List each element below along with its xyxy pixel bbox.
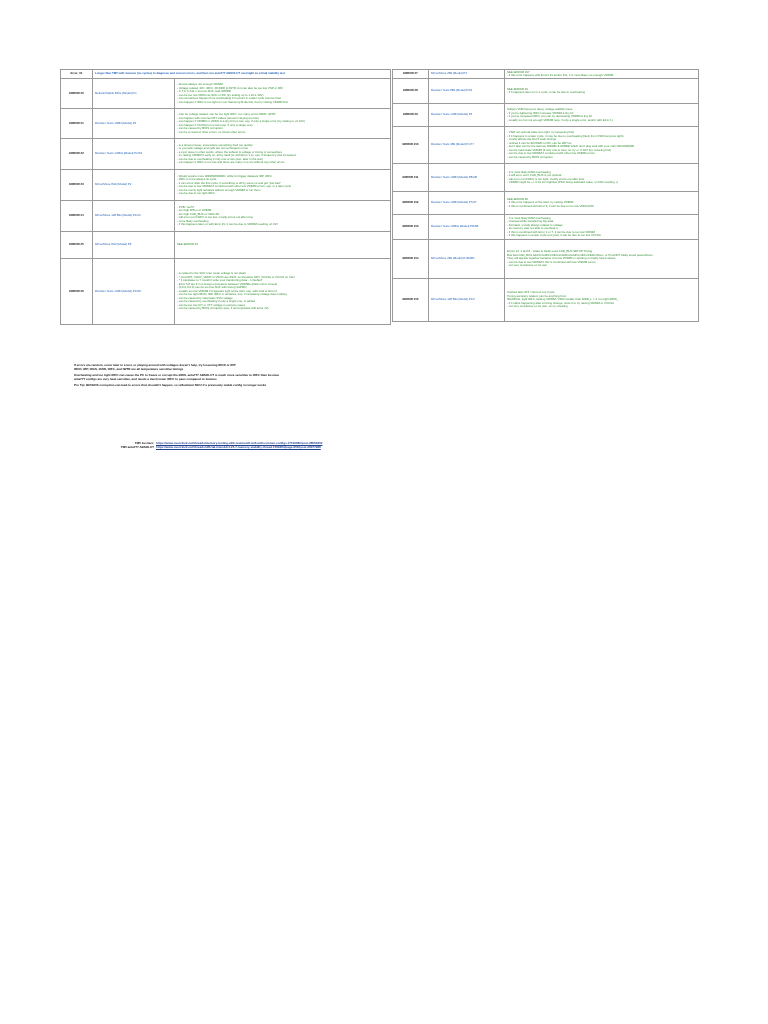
note-line: - if this error happens at the start, try raising VDIMM xyxy=(507,200,574,205)
error-notes xyxy=(505,104,699,127)
error-row xyxy=(393,215,699,240)
note-line: - tRFC is to be always its cycle xyxy=(177,177,217,181)
error-notes xyxy=(175,170,391,201)
note-line: - if this is combined with Error 6, it can be due to too low VDDG/IOD xyxy=(507,203,594,208)
error-row xyxy=(61,79,391,109)
note-line: - mostly affects the first 5 main timings xyxy=(507,137,557,141)
error-notes xyxy=(175,109,391,139)
note-line: - can happen with incorrect tRT values (amount varying too low) xyxy=(177,115,259,120)
note-line: - if you're tightening tRFC increase VDIMM a tiny bit xyxy=(507,110,574,115)
note-line: - as memory was not able to overheat it xyxy=(507,226,558,230)
error-code: ERROR #4 xyxy=(61,201,93,232)
error-row xyxy=(61,170,391,201)
note-line: They will appear together because of a low VDIMM or working on badly tuned values xyxy=(507,256,616,261)
error-notes xyxy=(175,259,391,325)
note-line: Subject VNR being too deep, voltage stability issue xyxy=(507,107,573,111)
error-notes xyxy=(505,127,699,164)
link-label: TM5 1usmus: xyxy=(134,441,154,445)
note-line: - C,T,C,C,S,E = too low SOC, bad tWRRD xyxy=(177,89,231,93)
error-column-header: Error_01 xyxy=(61,70,93,79)
note-line: - Unusual while transferring big data xyxy=(507,219,554,223)
error-code: ERROR #14 xyxy=(393,240,429,279)
error-notes xyxy=(505,240,699,279)
error-row xyxy=(393,104,699,127)
note-line: - a sync issue in other words, where the subtest is voltage or timing or somewhere xyxy=(177,149,283,154)
error-code: ERROR #12 xyxy=(393,192,429,215)
note-line: - not very conclusive on its own, so try retesting xyxy=(507,304,568,309)
note-line: - can be too low VDDG as SOC or IFF (try setting up to 1.10-1.10V) xyxy=(177,92,264,97)
error-row xyxy=(393,79,699,104)
error-row xyxy=(61,109,391,139)
note-line: SEE ERROR #1 xyxy=(177,242,199,247)
tm5-anta777-link[interactable]: https://www.overclock.net/threads/official-intel-ddr4-24-7-memory-stability-thread.1569364/page-950#post-28077988 xyxy=(156,445,321,450)
note-line: - can be caused by BIOS corruption xyxy=(507,154,553,159)
note-line: Cached after #15 = End of one Cycle xyxy=(507,290,555,295)
error-row xyxy=(61,259,391,325)
note-line: - can be caused by BIOS corruption (esp. if accompanied with Error 12) xyxy=(177,306,269,311)
note-line: SEE ERROR #1 xyxy=(507,86,529,91)
error-code: ERROR #6 xyxy=(61,259,93,325)
note-line: - It is most likely RAM overheating xyxy=(507,215,551,220)
note-line: - if it starts happening after a timing change, undo it or try raising VDIMM or VCCSA xyxy=(507,300,614,305)
error-row xyxy=(393,240,699,279)
note-line: Timing accuracy related, can be anything from: xyxy=(507,293,567,298)
error-test-name: Mirror/Move 8Gb [Model] P6 xyxy=(93,232,175,259)
note-line: - PCB / tech? xyxy=(177,204,195,209)
note-line: - or you lack voltage and cells are not recharged in time xyxy=(177,146,249,150)
error-code: ERROR #2 xyxy=(61,139,93,170)
link-row-tm5-anta777 xyxy=(74,445,414,449)
error-test-name: Mirror/Move 128 Bits [Model] P1/2 xyxy=(429,279,505,322)
error-row xyxy=(393,192,699,215)
note-line: - can be caused by BIOS corruption xyxy=(177,126,223,130)
header-row xyxy=(61,70,391,79)
note-line: - can happen if VCCSA is too low (esp. if only a single one) xyxy=(177,122,253,127)
error-test-name: Random Tests 1/1Bit [Model] P1/2R xyxy=(93,259,175,325)
note-line: - it will error out if CAD_BUS is not optimal xyxy=(507,173,562,177)
error-test-name: Random Tests 1/4Bit [Model] P7/AT xyxy=(429,192,505,215)
note-line: - too high CAD_BUS or CkDrvStr xyxy=(177,211,220,216)
error-row xyxy=(61,201,391,232)
note-line: - VDIMM might be +/- 0.01 too high/low (PSU being awkward value, or ASG needing +) xyxy=(507,180,619,184)
link-label: TM5 anta777 ABSOLUT xyxy=(120,445,154,450)
note-line: - it can occur after the first cycle, if something is off by some ns and got "just bad" xyxy=(177,180,281,185)
error-test-name: Random Tests 4Bit [Model] P1/77 xyxy=(429,127,505,164)
footnote-line: anta777 configs are very heat-sensitive, and needs a much lower tRFC to pass compared to 1usmus xyxy=(74,376,217,381)
note-line: - It is most likely RAM overheating xyxy=(507,169,551,174)
note-line: - if this happens in a later cycle (not just), it can be due to too low VCCSA xyxy=(507,233,601,237)
note-line: - can be too tight tRCD, tRP, tRFC or tertiaries, esp. if increasing voltage does nothing xyxy=(177,292,287,297)
note-line: - can be due to low VDIMM if this is combined with low VDIMM errors xyxy=(507,259,596,264)
error-notes xyxy=(175,232,391,259)
error-code: ERROR #11 xyxy=(393,164,429,192)
note-line: SEE ERROR #2 xyxy=(507,196,529,201)
error-notes xyxy=(175,201,391,232)
note-line: - full stack, mostly always related to voltage xyxy=(507,222,563,227)
note-line: Errors 14, 4 and 8 - relate to badly used CAD_BUS SETUP Timing xyxy=(507,249,593,254)
footnotes xyxy=(74,364,394,390)
error-notes xyxy=(505,192,699,215)
note-line: - can be caused by overheating if only a single one, or added xyxy=(177,299,256,304)
note-line: - more likely overheating xyxy=(177,218,209,223)
note-line: - can be due to low VDIMM if combined with other low VDIMM errors xyxy=(507,151,595,155)
footnote xyxy=(74,384,394,388)
error-test-name: Random Tests 1/1Bits [Model] P1/S3 xyxy=(93,139,175,170)
error-row xyxy=(393,70,699,79)
error-row xyxy=(393,127,699,164)
error-test-name: Random Tests 1/4Bits [Model] P8/AB xyxy=(429,215,505,240)
error-notes xyxy=(505,70,699,79)
note-line: - but it also can be the last two tRDWR & tWRRD which don't play well with your main tRCDWR/RD xyxy=(507,144,635,148)
footnote xyxy=(74,374,394,382)
note-line: - Would require more tRDWR/tWRRD, while for bigger datasets tRP, tRFC xyxy=(177,173,272,178)
note-line: - VSM not optimal value (too tight, try loosening first) xyxy=(507,130,575,134)
error-test-name: Mirror/Move 2Bit [Model] P3 xyxy=(429,70,505,79)
note-line: - is a timeout issue, somewhere something tried too quickly xyxy=(177,142,253,147)
note-line: - can sometimes happen from overheating if it occurs in a later cycle (can be fine) xyxy=(177,96,282,100)
note-line: - can happen if VDIMM or VDDG is a tiny bit too low, esp. if only a single error (try raising to +0.01V) xyxy=(177,119,305,123)
note-line: - usually too hot not enough VDIMM (esp. if only a single error, and/or with Error 1) xyxy=(507,117,613,122)
error-notes xyxy=(505,279,699,322)
error-test-name: Random Tests 8Bit [Model] P3/4 xyxy=(429,79,505,104)
error-test-name: Refresh/Stable BIOs [Model] PG xyxy=(93,79,175,109)
note-line: - can be overly tight tertiaries without enough VDIMM to run them xyxy=(177,187,261,192)
note-line: - not very conclusive on its own xyxy=(507,263,548,268)
note-line: - can be inaccurate VDIMM (if only one or two), so try +/- 0.02V (try reducing first) xyxy=(507,147,612,152)
error-test-name: Random Tests 1/3Bit [Model] P2 xyxy=(93,109,175,139)
error-notes xyxy=(505,164,699,192)
note-line: - can be due to low VDIMM if combined with other low VDIMM errors, esp. in a later cycle xyxy=(177,184,292,188)
note-line: - if this is combined with Error 1 or 7, it can be due to too low VDIMM xyxy=(507,229,595,234)
footnote-line: If errors are random, occur later in a test, or playing around with voltages doesn't help, try loosening tRCD or tRP xyxy=(74,363,236,367)
error-code: ERROR #5 xyxy=(61,232,93,259)
error-code: ERROR #8 xyxy=(393,79,429,104)
left-error-table xyxy=(60,69,391,325)
note-line: - can happen if tRFC is too tight on non Samsung B-die kits, but try raising VDIMM first xyxy=(177,99,288,104)
note-line: - if it happens in a later cycle, it may be due to overheating (likely from VSM being too tight) xyxy=(507,133,624,138)
error-code: ERROR #13 xyxy=(393,215,429,240)
note-line: - try raising VDIMM if early on, all by itself (or with Error 1,4), esp. if frequency was increased xyxy=(177,153,296,157)
footnote xyxy=(74,364,394,372)
right-error-table xyxy=(392,69,699,322)
footnote-line: Overheating and too tight tRFC can cause the PC to freeze or corrupt the BIOS. anta777 ABSOLUT is much more sensitive to tRFC than 1usmus xyxy=(74,373,280,378)
error-code: ERROR #9 xyxy=(393,104,429,127)
note-line: - Error 5,8 are 6 in a foreign ecosystem between VDIMMs (Data mirror moves) xyxy=(177,281,278,286)
error-test-name: Mirror/Move 2Bit [Model] P16/AB1 xyxy=(429,240,505,279)
error-notes xyxy=(505,215,699,240)
error-code: ERROR #10 xyxy=(393,127,429,164)
tm5-1usmus-link[interactable]: https://www.overclock.net/threads/memory-testing-with-testmem5-tm5-with-custom-configs.1751608/#post-28561802 xyxy=(156,441,323,445)
sheet-title: Longer Run TM5 with 1usmus (no cycles) to diagnose and correct errors, and then run anta777 ABSOLUT overnight as a final stability test xyxy=(93,70,391,79)
note-line: tRAS/FbG, tight tRFC, lacking VDIMM, VSMt smaller than tRRD_L = 4, too tight tRRD_ xyxy=(507,297,619,302)
note-line: - too high tRTLs or VDIMM xyxy=(177,208,212,212)
error-code: ERROR #15 xyxy=(393,279,429,322)
note-line: Bus bad CAD_BUS Addr/Cmd/Drv/Clk/CsOdtDrv/AddrCmdDrv/ClkDrvStren, or ProcODT badly tuned power/down xyxy=(507,252,653,257)
note-line: - if it happens later on in a cycle, it can be due to overheating xyxy=(507,90,585,94)
note-line: - if this happens later on with Error #1, it can be due to VDIMM needing +0.01V xyxy=(177,222,278,226)
error-notes xyxy=(175,139,391,170)
error-row xyxy=(61,232,391,259)
note-line: - (0,0,0,0,0,0) can be too low SOC with wrong VAPMO xyxy=(177,285,247,290)
error-test-name: Mirror/Move 8Gb [Model] P2 xyxy=(93,170,175,201)
footnote-line: tRCD, tRP, tRAS, tFAW, tRFC, and tWTR are all temperature sensitive timings xyxy=(74,366,184,371)
note-line: - will error out if tRFC is too low, mostly errors out after time xyxy=(177,215,253,219)
error-test-name: Random Tests 1/1Bit [Model] P2 xyxy=(429,104,505,127)
error-row xyxy=(61,139,391,170)
reference-links xyxy=(74,441,414,449)
error-test-name: Mirror/Move 128 Bits [Model] P1/2C xyxy=(93,201,175,232)
error-code: ERROR #1 xyxy=(61,109,93,139)
error-code: ERROR #0 xyxy=(61,79,93,109)
error-notes xyxy=(505,79,699,104)
note-line: - * it translates to "I couldn't write your transferring data - I crashed" xyxy=(177,278,263,283)
note-line: - can be caused by inaccurate SVI2 voltage xyxy=(177,295,233,300)
error-code: ERROR #7 xyxy=(393,70,429,79)
note-line: - Almost always not enough VDIMM xyxy=(177,82,223,86)
note-line: - noticed it can be tRCDWR to RD, can be tRP too, xyxy=(507,140,573,145)
note-line: - usually too low VDIMM if it appears right at the start, esp. with Intel or Error 0 xyxy=(177,288,278,293)
note-line: - is related to the SOC (can mean voltage is not ideal) xyxy=(177,271,246,276)
note-line: - can be due to overheating if only one or two (esp. later in the test) xyxy=(177,156,263,161)
error-notes xyxy=(175,79,391,109)
error-row xyxy=(393,164,699,192)
note-line: SEE ERROR #17 xyxy=(507,69,530,74)
note-line: - can happen if tRFC is too low and there are many in a row without any other errors xyxy=(177,160,285,164)
note-line: - * procODT, CLDO_VDDP or VSOC are ASIO, so Peneline ODT, VCCSA or VCCIO on Intel xyxy=(177,274,295,279)
note-line: - Can be voltage related, can be too tight tRFC, too many errors tRRD, tWTR xyxy=(177,112,276,116)
error-row xyxy=(393,279,699,322)
note-line: - can be too low tCT or VTT voltage in extreme cases xyxy=(177,302,246,307)
note-line: - Voltage related, tRC, tRFC, RCDRD & tWTR, but can also be too low VSP or IMC xyxy=(177,85,284,90)
note-line: - can be due to too tight tRFC xyxy=(177,191,215,195)
error-test-name: Random Tests 1/4Bit [Model] P8/AB xyxy=(429,164,505,192)
note-line: - can be a result of other errors, so check other errors xyxy=(177,129,246,134)
note-line: - will error out if tRFC is too tight, mostly errors out after time xyxy=(507,176,585,181)
error-code: ERROR #3 xyxy=(61,170,93,201)
note-line: - if you've increased tRFC you can try decreasing VDIMM a tiny bit xyxy=(507,114,593,118)
footnote-line: Pro Tip: BIOS/OS corruption can lead to errors that shouldn't happen, so reflash/wo/ MCU if a previously stable config no longer works xyxy=(74,383,267,388)
note-line: - if this error happens with Errors #1 and/or #11, it is most likely not enough VDIMM xyxy=(507,73,614,77)
